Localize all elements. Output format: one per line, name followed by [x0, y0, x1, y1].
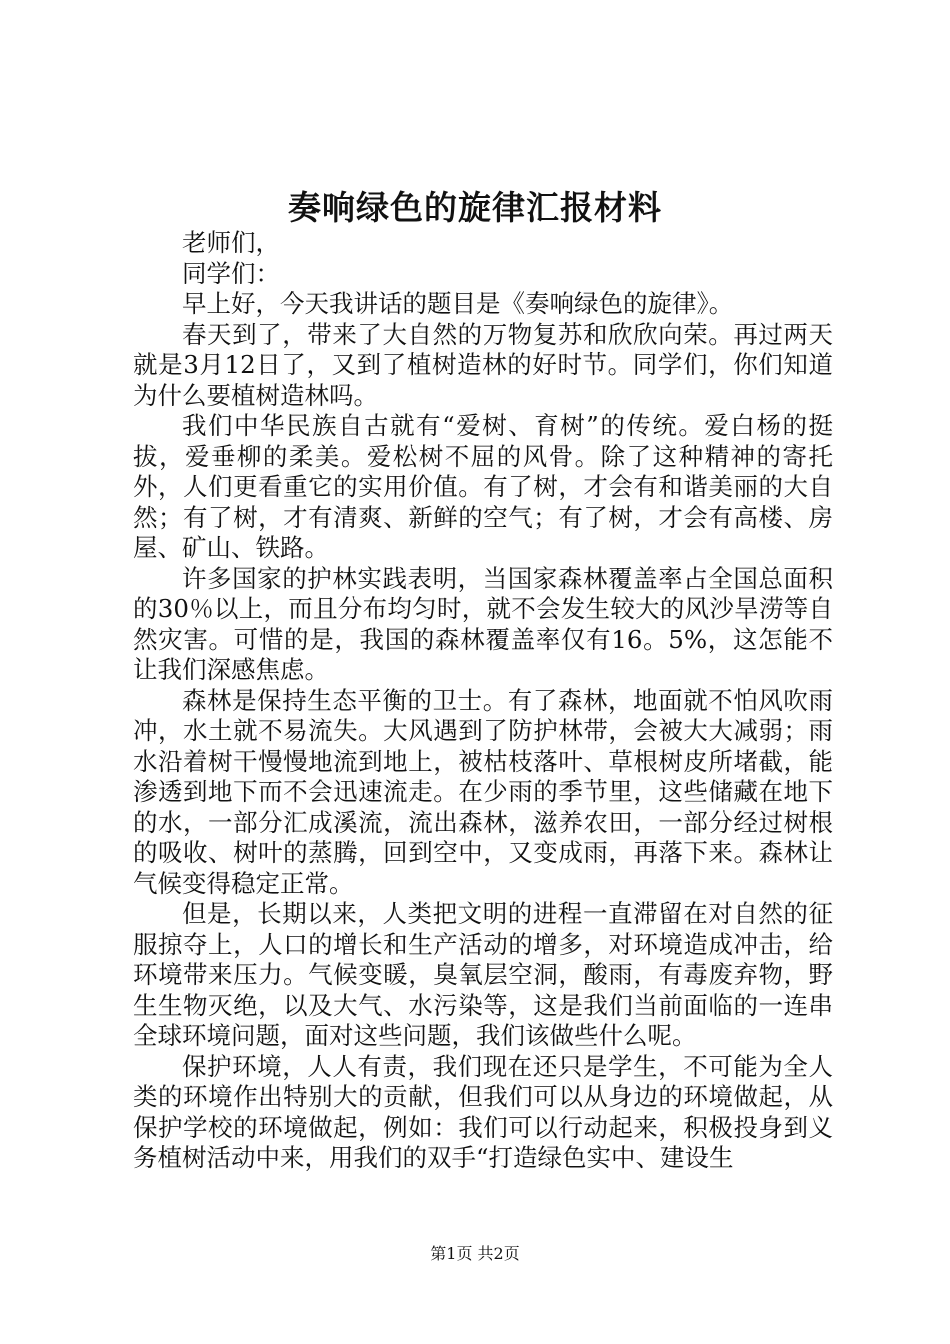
page-footer: 第1页 共2页: [430, 1244, 520, 1263]
paragraph-ecology: 森林是保持生态平衡的卫士。有了森林，地面就不怕风吹雨冲，水土就不易流失。大风遇到了防护林带，会被大大减弱；雨水沿着树干慢慢地流到地上，被枯枝落叶、草根树皮所堵截，能渗透到地下而不会迅速流走。在少雨的季节里，这些储藏在地下的水，一部分汇成溪流，流出森林，滋养农田，一部分经过树根的吸收、树叶的蒸腾，回到空中，又变成雨，再落下来。森林让气候变得稳定正常。: [133, 685, 833, 898]
paragraph-spring: 春天到了，带来了大自然的万物复苏和欣欣向荣。再过两天就是3月12日了，又到了植树造林的好时节。同学们，你们知道为什么要植树造林吗。: [133, 319, 833, 410]
paragraph-greeting-students: 同学们：: [182, 258, 280, 288]
paragraph-forest-coverage: 许多国家的护林实践表明，当国家森林覆盖率占全国总面积的30％以上，而且分布均匀时，就不会发生较大的风沙旱涝等自然灾害。可惜的是，我国的森林覆盖率仅有16。5%，这怎能不让我们深感焦虑。: [133, 563, 833, 684]
paragraph-environment-problems: 但是，长期以来，人类把文明的进程一直滞留在对自然的征服掠夺上，人口的增长和生产活动的增多，对环境造成冲击，给环境带来压力。气候变暖，臭氧层空洞，酸雨，有毒废弃物，野生生物灭绝，以及大气、水污染等，这是我们当前面临的一连串全球环境问题，面对这些问题，我们该做些什么呢。: [133, 899, 833, 1050]
document-body: [133, 228, 833, 1174]
paragraph-tradition: 我们中华民族自古就有“爱树、育树”的传统。爱白杨的挺拔，爱垂柳的柔美。爱松树不屈的风骨。除了这种精神的寄托外，人们更看重它的实用价值。有了树，才会有和谐美丽的大自然；有了树，才有清爽、新鲜的空气；有了树，才会有高楼、房屋、矿山、铁路。: [133, 411, 833, 562]
paragraph-greeting-teachers: 老师们，: [182, 228, 280, 257]
paragraph-protection: 保护环境，人人有责，我们现在还只是学生，不可能为全人类的环境作出特别大的贡献，但我们可以从身边的环境做起，从保护学校的环境做起，例如：我们可以行动起来，积极投身到义务植树活动中来，用我们的双手“打造绿色实中、建设生: [133, 1051, 833, 1172]
paragraph-intro: 早上好，今天我讲话的题目是《奏响绿色的旋律》。: [182, 289, 734, 318]
document-title: 奏响绿色的旋律汇报材料: [288, 188, 662, 227]
